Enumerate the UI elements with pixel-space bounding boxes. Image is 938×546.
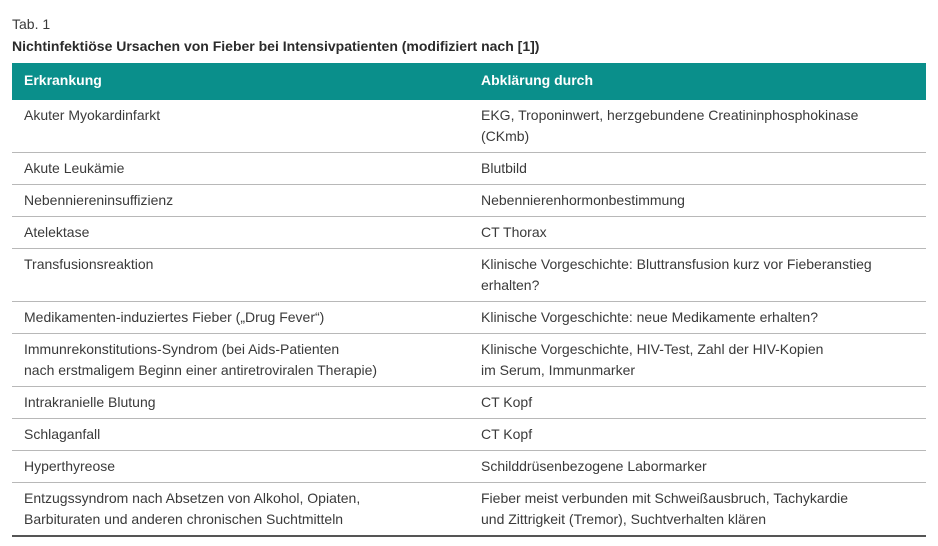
table-row <box>12 185 926 217</box>
cell-abklaerung <box>469 419 926 451</box>
cell-line: Klinische Vorgeschichte, HIV-Test, Zahl der HIV-Kopien <box>481 341 824 357</box>
cell-erkrankung <box>12 302 469 334</box>
cell-abklaerung <box>469 249 926 302</box>
table-title: Nichtinfektiöse Ursachen von Fieber bei Intensivpatienten (modifiziert nach [1]) <box>12 38 540 54</box>
cell-line: erhalten? <box>481 277 540 293</box>
cell-erkrankung <box>12 217 469 249</box>
cell-abklaerung <box>469 217 926 249</box>
cell-abklaerung <box>469 387 926 419</box>
cell-abklaerung <box>469 185 926 217</box>
cell-line: Klinische Vorgeschichte: neue Medikamente erhalten? <box>481 309 818 325</box>
cell-line: CT Kopf <box>481 426 533 442</box>
cell-line: Atelektase <box>24 224 90 240</box>
cell-erkrankung <box>12 483 469 537</box>
cell-line: Transfusionsreaktion <box>24 256 154 272</box>
cell-line: Klinische Vorgeschichte: Bluttransfusion kurz vor Fieberanstieg <box>481 256 872 272</box>
table-row <box>12 451 926 483</box>
cell-line: CT Kopf <box>481 394 533 410</box>
cell-line: im Serum, Immunmarker <box>481 362 636 378</box>
cell-erkrankung <box>12 185 469 217</box>
cell-abklaerung <box>469 451 926 483</box>
cell-line: Blutbild <box>481 160 527 176</box>
cell-line: Immunrekonstitutions-Syndrom (bei Aids-Patienten <box>24 341 340 357</box>
cell-line: Medikamenten-induziertes Fieber („Drug Fever“) <box>24 309 325 325</box>
table-row <box>12 99 926 153</box>
cell-line: Hyperthyreose <box>24 458 116 474</box>
cell-erkrankung <box>12 387 469 419</box>
table-body <box>12 99 926 536</box>
table-row <box>12 302 926 334</box>
table-row <box>12 217 926 249</box>
table-row <box>12 249 926 302</box>
cell-line: Nebennierenhormonbestimmung <box>481 192 685 208</box>
table-row <box>12 153 926 185</box>
cell-abklaerung <box>469 483 926 537</box>
cell-line: Fieber meist verbunden mit Schweißausbruch, Tachykardie <box>481 490 849 506</box>
cell-line: Akute Leukämie <box>24 160 125 176</box>
header-abklaerung: Abklärung durch <box>469 63 926 99</box>
cell-line: Intrakranielle Blutung <box>24 394 156 410</box>
table-row <box>12 387 926 419</box>
cell-erkrankung <box>12 99 469 153</box>
cell-line: Schlaganfall <box>24 426 101 442</box>
cell-line: nach erstmaligem Beginn einer antiretroviralen Therapie) <box>24 362 378 378</box>
cell-line: Nebenniereninsuffizienz <box>24 192 174 208</box>
cell-erkrankung <box>12 451 469 483</box>
cell-line: EKG, Troponinwert, herzgebundene Creatininphosphokinase <box>481 107 859 123</box>
cell-line: Entzugssyndrom nach Absetzen von Alkohol, Opiaten, <box>24 490 361 506</box>
table-row <box>12 334 926 387</box>
table-number: Tab. 1 <box>12 16 51 32</box>
table-row <box>12 419 926 451</box>
cell-abklaerung <box>469 302 926 334</box>
cell-erkrankung <box>12 249 469 302</box>
cell-abklaerung <box>469 99 926 153</box>
table-header-row <box>12 63 926 99</box>
cell-erkrankung <box>12 153 469 185</box>
cell-erkrankung <box>12 334 469 387</box>
cell-line: Schilddrüsenbezogene Labormarker <box>481 458 707 474</box>
cell-line: Barbituraten und anderen chronischen Suchtmitteln <box>24 511 344 527</box>
cell-abklaerung <box>469 153 926 185</box>
cell-line: CT Thorax <box>481 224 547 240</box>
cell-line: Akuter Myokardinfarkt <box>24 107 161 123</box>
cell-erkrankung <box>12 419 469 451</box>
header-erkrankung: Erkrankung <box>12 63 469 99</box>
cell-abklaerung <box>469 334 926 387</box>
causes-table <box>12 63 926 537</box>
cell-line: (CKmb) <box>481 128 530 144</box>
cell-line: und Zittrigkeit (Tremor), Suchtverhalten klären <box>481 511 767 527</box>
table-row <box>12 483 926 537</box>
